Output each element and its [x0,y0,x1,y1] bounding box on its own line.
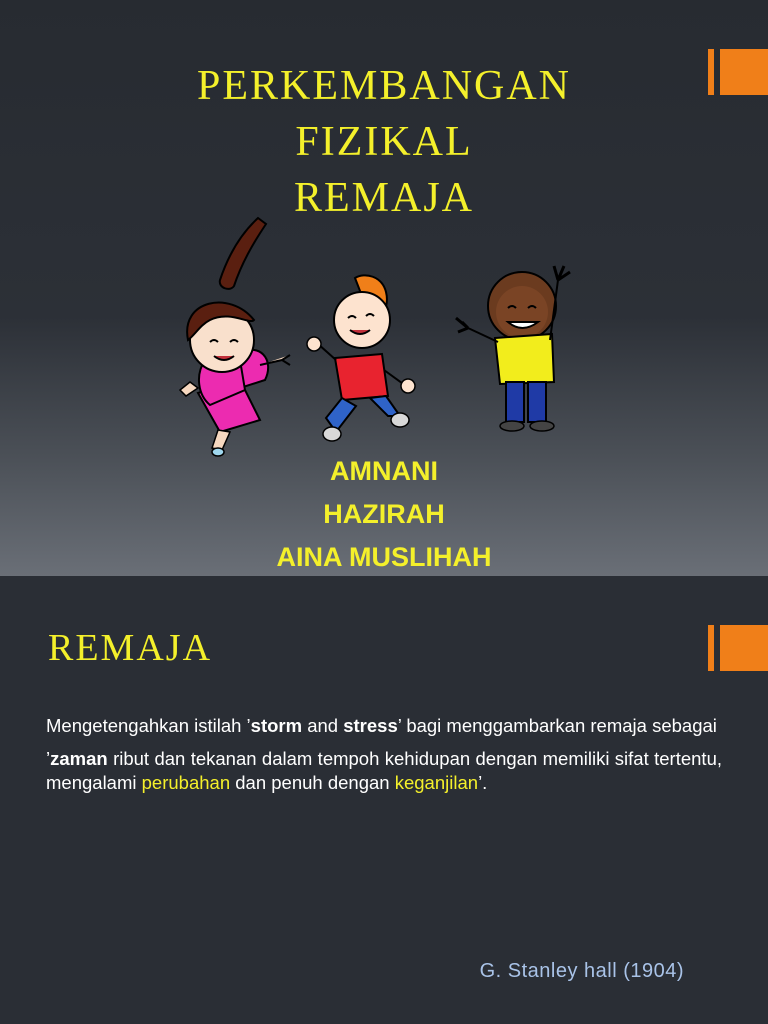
bold-term-zaman: zaman [50,747,108,769]
orange-accent-bars [708,625,768,671]
slide-title [0,58,768,226]
text-run: ’ [46,747,51,769]
bold-term-storm: storm [250,715,303,736]
slide-heading: REMAJA [48,627,213,669]
citation: G. Stanley hall (1904) [479,960,684,982]
dancing-children-illustration [150,210,590,470]
highlight-keganjilan: keganjilan [394,772,479,793]
boy-red-shirt-figure [307,275,415,441]
text-run: dan penuh dengan [230,772,395,793]
title-line-3: REMAJA [293,175,475,221]
accent-bar-thin [708,625,714,671]
accent-bar-thick [720,625,768,671]
slide-body [46,714,722,804]
author-name: AMNANI [330,456,438,486]
text-run: ’ bagi menggambarkan remaja sebagai [397,715,717,736]
bold-term-stress: stress [343,715,398,736]
text-run: Mengetengahkan istilah ’ [46,715,251,736]
paragraph-2 [46,747,722,796]
title-line-2: FIZIKAL [295,119,473,165]
boy-yellow-shirt-figure [456,266,570,431]
highlight-perubahan: perubahan [141,772,231,793]
paragraph-1 [46,714,722,739]
text-run: ribut dan tekanan dalam tempoh kehidupan dengan memiliki sifat tertentu, mengalami [46,747,722,793]
girl-figure [180,218,290,456]
author-name: HAZIRAH [323,499,445,529]
text-run: and [302,715,344,736]
text-run: ’. [478,772,488,793]
content-slide [0,576,768,1024]
title-line-1: PERKEMBANGAN [196,63,572,109]
author-list [0,450,768,576]
author-name: AINA MUSLIHAH [276,542,492,572]
